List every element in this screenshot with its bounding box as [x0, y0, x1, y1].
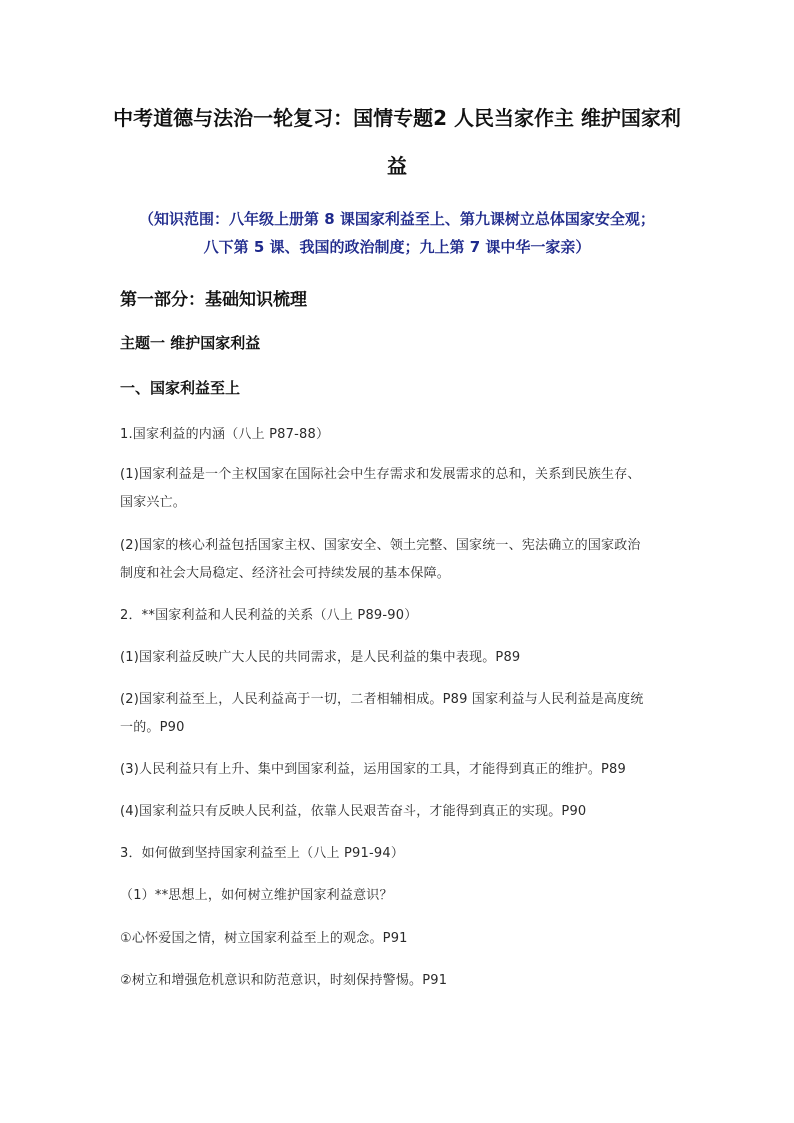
paragraph-line: (2)国家利益至上，人民利益高于一切，二者相辅相成。P89 国家利益与人民利益是高度统	[120, 692, 644, 707]
paragraph-line: (3)人民利益只有上升、集中到国家利益，运用国家的工具，才能得到真正的维护。P89	[120, 762, 626, 777]
knowledge-scope-line-2: 八下第 5 课、我国的政治制度；九上第 7 课中华一家亲）	[203, 238, 591, 256]
section-heading: 一、国家利益至上	[120, 379, 241, 397]
paragraph-line: ②树立和增强危机意识和防范意识，时刻保持警惕。P91	[120, 973, 448, 988]
paragraph-line: (2)国家的核心利益包括国家主权、国家安全、领土完整、国家统一、宪法确立的国家政治	[120, 538, 641, 553]
part-heading: 第一部分：基础知识梳理	[120, 290, 307, 310]
paragraph-line: 1.国家利益的内涵（八上 P87-88）	[120, 427, 330, 442]
theme-heading: 主题一 维护国家利益	[120, 334, 261, 352]
paragraph-line: 制度和社会大局稳定、经济社会可持续发展的基本保障。	[120, 566, 451, 581]
paragraph-line: ①心怀爱国之情，树立国家利益至上的观念。P91	[120, 931, 408, 946]
paragraph-line: 2．**国家利益和人民利益的关系（八上 P89-90）	[120, 608, 418, 623]
paragraph-line: 一的。P90	[120, 720, 185, 735]
knowledge-scope-line-1: （知识范围：八年级上册第 8 课国家利益至上、第九课树立总体国家安全观；	[139, 210, 655, 228]
paragraph-line: (1)国家利益是一个主权国家在国际社会中生存需求和发展需求的总和，关系到民族生存、	[120, 467, 641, 482]
document-title-line-2: 益	[387, 154, 407, 178]
paragraph-line: 3．如何做到坚持国家利益至上（八上 P91-94）	[120, 846, 405, 861]
paragraph-line: (1)国家利益反映广大人民的共同需求，是人民利益的集中表现。P89	[120, 650, 521, 665]
paragraph-line: 国家兴亡。	[120, 495, 187, 510]
paragraph-line: （1）**思想上，如何树立维护国家利益意识？	[120, 888, 393, 903]
paragraph-line: (4)国家利益只有反映人民利益，依靠人民艰苦奋斗，才能得到真正的实现。P90	[120, 804, 587, 819]
document-title-line-1: 中考道德与法治一轮复习：国情专题2 人民当家作主 维护国家利	[113, 106, 681, 130]
